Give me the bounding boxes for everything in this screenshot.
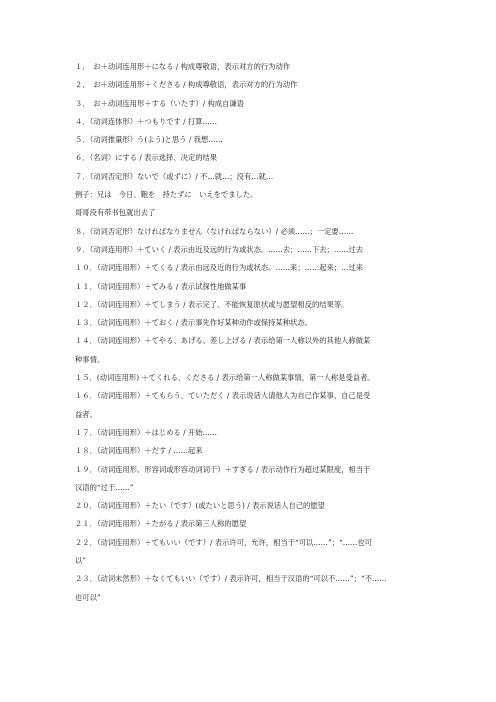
- grammar-item-19: １９．（动词连用形、形容词或形容动词词干）＋すぎる / 表示动作行为超过某限度，相当于: [75, 464, 371, 474]
- grammar-item-22: ２２．（动词连用形）＋てもいい（です）/ 表示许可，允许，相当于“可以……”；“……也可: [75, 537, 372, 547]
- grammar-item-1: １． お＋动词连用形＋になる / 构成尊敬语，表示对方的行为动作: [75, 62, 291, 71]
- grammar-item-16-cont: 益者。: [75, 409, 97, 419]
- grammar-item-13: １３．（动词连用形）＋ておく / 表示事先作好某种动作或保持某种状态。: [75, 318, 312, 328]
- grammar-item-19-cont: 汉语的“过于……”: [75, 482, 134, 492]
- grammar-item-17: １７．（动词连用形）＋はじめる / 开始……: [75, 427, 218, 437]
- grammar-list: [75, 62, 427, 611]
- grammar-item-23-cont: 也可以”: [75, 592, 101, 602]
- grammar-item-7: ７．（动词否定形）ないで（或ずに）/ 不…就…；没有…就…: [75, 171, 274, 181]
- grammar-item-12: １２．（动词连用形）＋てしまう / 表示完了、不能恢复原状或与愿望相反的结果等。: [75, 299, 349, 309]
- grammar-item-21: ２１．（动词连用形）＋たがる / 表示第三人称的愿望: [75, 519, 247, 529]
- grammar-item-3: ３． お＋动词连用形＋する（いたす）/ 构成自谦语: [75, 98, 244, 108]
- grammar-item-2: ２． お＋动词连用形＋くださる / 构成尊敬语，表示对方的行为动作: [75, 80, 298, 90]
- grammar-item-6: ６．（名词）にする / 表示选择、决定的结果: [75, 153, 218, 163]
- grammar-item-18: １８．（动词连用形）＋だす / ……起来: [75, 446, 203, 456]
- grammar-item-11: １１．（动词连用形）＋てみる / 表示试探性地做某事: [75, 281, 247, 291]
- grammar-item-5: ５．（动词推量形）う(よう)と思う / 我想……: [75, 135, 223, 145]
- grammar-item-14: １４．（动词连用形）＋てやる、あげる、差し上げる / 表示给第一人称以外的其他人称做某: [75, 336, 371, 346]
- example-sentence: 例子：兄は 今日、鞄を 持たずに いえをでました。: [75, 190, 258, 200]
- grammar-item-15: １５．(动词连用形) ＋てくれる、くださる / 表示给第一人称做某事情，第一人称是受益者。: [75, 373, 375, 383]
- grammar-item-22-cont: 以”: [75, 556, 87, 566]
- grammar-item-8: ８．（动词否定形）なければなりません（なければならない）/ 必须……；一定要……: [75, 226, 354, 236]
- grammar-item-9: ９．（动词连用形）＋ていく / 表示由近及远的行为或状态。……去；……下去；……过去: [75, 244, 364, 254]
- grammar-item-20: ２０．（动词连用形）＋たい（です）(或たいと思う) / 表示说话人自己的愿望: [75, 501, 325, 511]
- grammar-item-10: １０．（动词连用形）＋てくる / 表示由远及近的行为或状态。……来；……起来；…过来: [75, 263, 364, 273]
- grammar-item-23: ２３．（动词未然形）＋なくてもいい（です）/ 表示许可，相当于汉语的“可以不……”；“不……: [75, 574, 387, 584]
- grammar-item-14-cont: 种事情。: [75, 354, 105, 364]
- grammar-item-4: ４．（动词连体形）＋つもりです / 打算……: [75, 116, 218, 126]
- grammar-item-16: １６．（动词连用形）＋てもらう、ていただく / 表示说话人请他人为自己作某事，自己是受: [75, 391, 371, 401]
- example-translation: 哥哥没有带书包就出去了: [75, 208, 156, 218]
